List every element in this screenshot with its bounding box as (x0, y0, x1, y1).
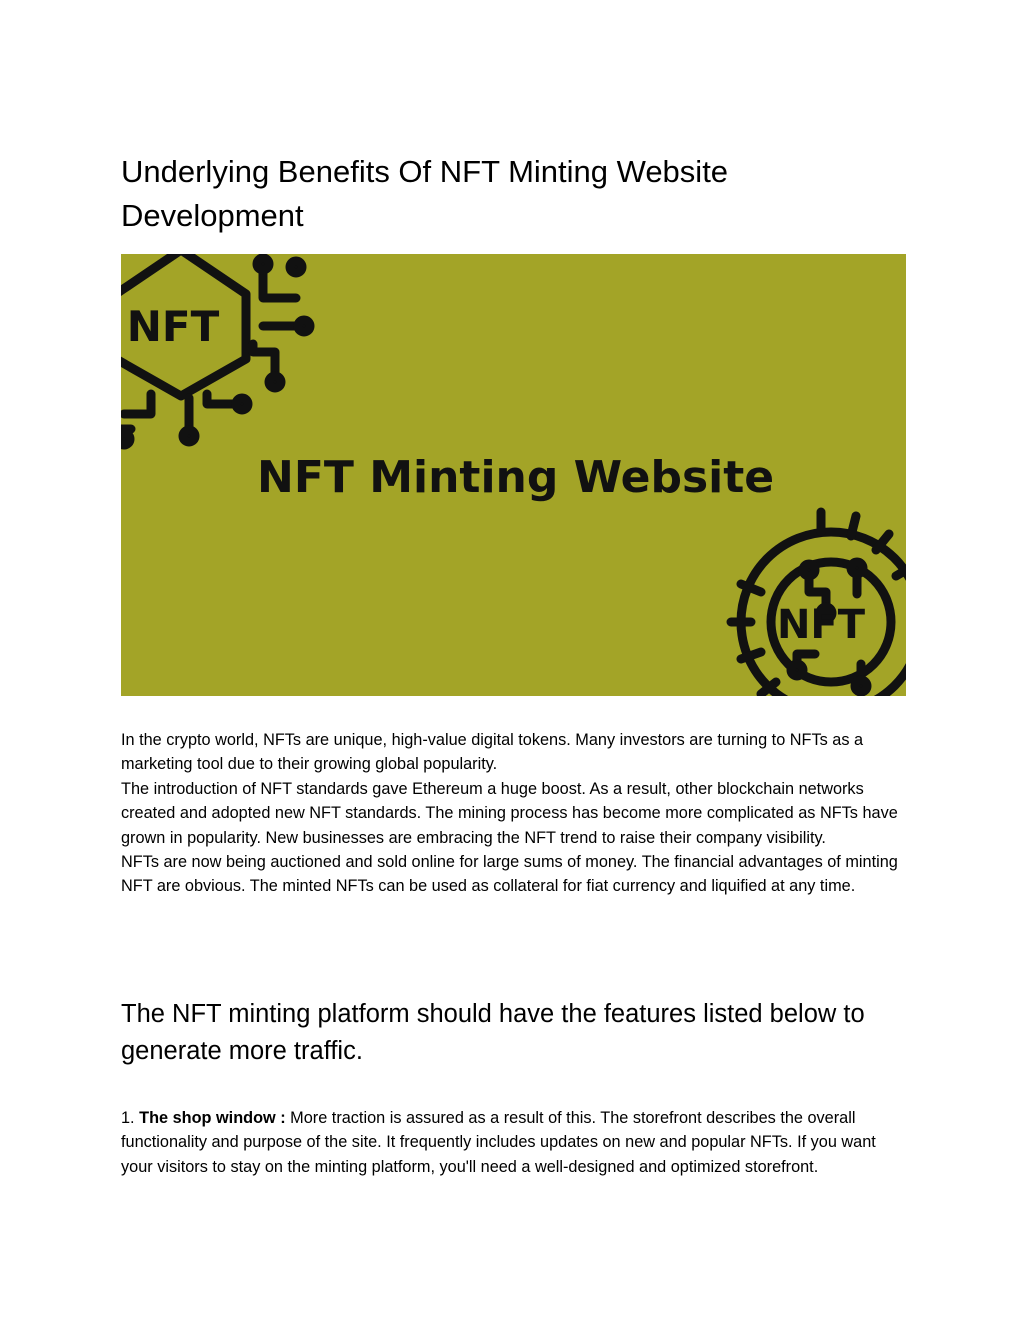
feature-name: The shop window : (139, 1109, 286, 1127)
features-subheading: The NFT minting platform should have the features listed below to generate more traffic. (121, 1000, 865, 1065)
feature-number: 1. (121, 1109, 135, 1127)
paragraph: The introduction of NFT standards gave Ethereum a huge boost. As a result, other blockchain networks created and adopted new NFT standards. The mining process has become more complicated as NFTs have grown in popularity. New businesses are embracing the NFT trend to raise their company visibility. (121, 779, 898, 847)
feature-item (121, 1106, 911, 1179)
document-title: Underlying Benefits Of NFT Minting Website Development (121, 154, 729, 233)
banner-badge-text-top: NFT (126, 302, 220, 351)
nft-banner-image (121, 254, 906, 696)
paragraph: In the crypto world, NFTs are unique, high-value digital tokens. Many investors are turning to NFTs as a marketing tool due to their growing global popularity. (121, 731, 864, 774)
feature-text: More traction is assured as a result of this. The storefront describes the overall functionality and purpose of the site. It frequently includes updates on new and popular NFTs. If you want your visitors to stay on the minting platform, you'll need a well-designed and optimized storefront. (121, 1109, 876, 1176)
intro-paragraphs (121, 728, 911, 899)
banner-heading: NFT Minting Website (257, 452, 775, 503)
banner-badge-text-bottom: NFT (776, 602, 866, 648)
paragraph: NFTs are now being auctioned and sold online for large sums of money. The financial advantages of minting NFT are obvious. The minted NFTs can be used as collateral for fiat currency and liquified at any time. (121, 853, 898, 896)
